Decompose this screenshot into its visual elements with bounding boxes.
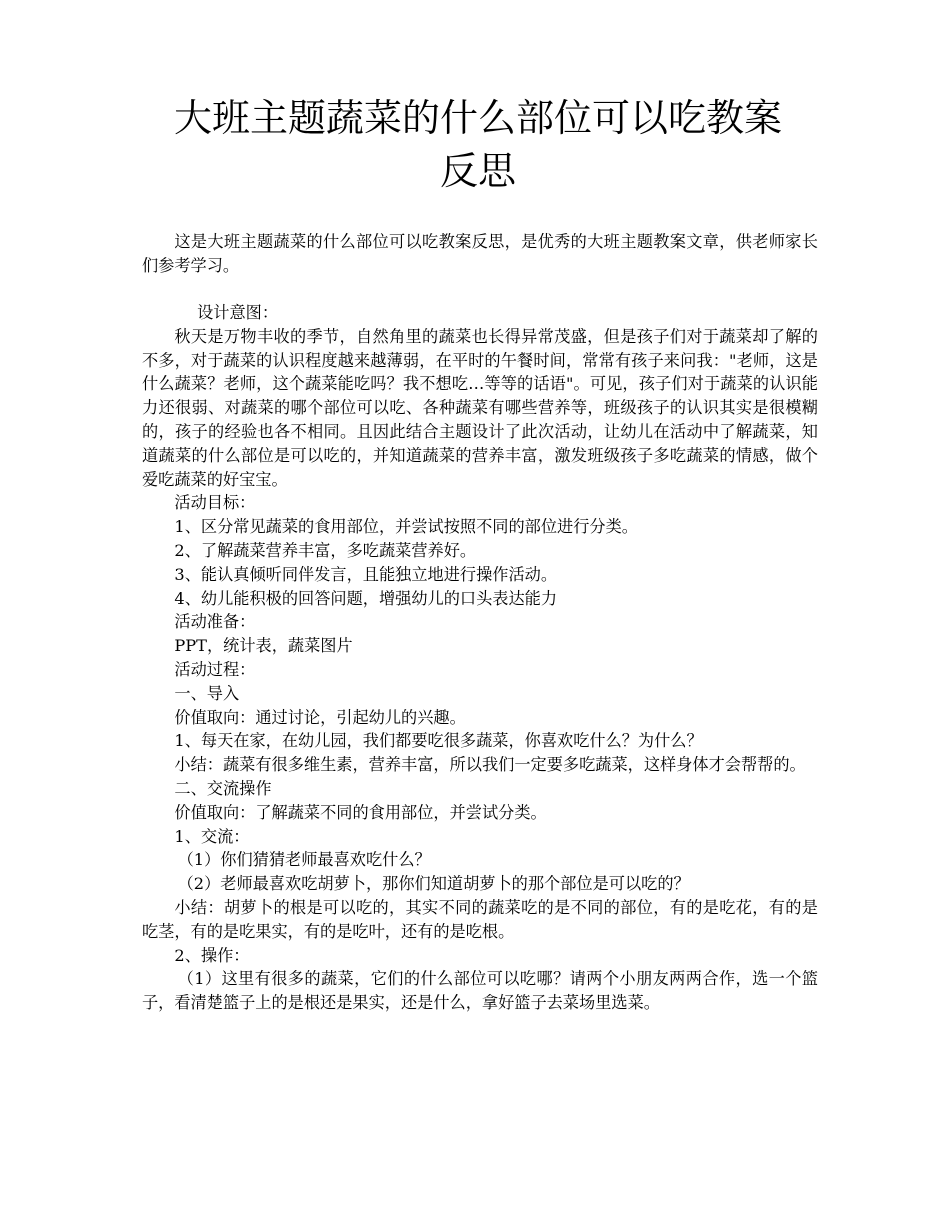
goal-item-4: 4、幼儿能积极的回答问题，增强幼儿的口头表达能力 [174, 588, 558, 608]
step1-value: 价值取向：通过讨论，引起幼儿的兴趣。 [174, 707, 466, 727]
process-heading: 活动过程： [174, 660, 256, 680]
step2-operation-1: （1）这里有很多的蔬菜，它们的什么部位可以吃哪？请两个小朋友两两合作，选一个篮子，看清楚篮子上的是根还是果实，还是什么，拿好篮子去菜场里选菜。 [142, 969, 818, 1013]
document-title [140, 92, 816, 198]
step2-sub2: 2、操作： [174, 945, 250, 965]
prep-paragraph: PPT，统计表，蔬菜图片 [174, 636, 353, 656]
title-line-2: 反思 [439, 149, 516, 193]
step2-value: 价值取向：了解蔬菜不同的食用部位，并尝试分类。 [174, 802, 547, 822]
intro-paragraph: 这是大班主题蔬菜的什么部位可以吃教案反思，是优秀的大班主题教案文章，供老师家长们参考学习。 [142, 232, 818, 275]
step2-sub1: 1、交流： [174, 826, 250, 846]
step2-question-1: （1）你们猜猜老师最喜欢吃什么？ [177, 850, 431, 870]
step2-question-2: （2）老师最喜欢吃胡萝卜，那你们知道胡萝卜的那个部位是可以吃的？ [177, 874, 690, 894]
design-paragraph: 秋天是万物丰收的季节，自然角里的蔬菜也长得异常茂盛，但是孩子们对于蔬菜却了解的不多，对于蔬菜的认识程度越来越薄弱，在平时的午餐时间，常常有孩子来问我："老师，这是什么蔬菜？老师，这个蔬菜能吃吗？我不想吃…等等的话语"。可见，孩子们对于蔬菜的认识能力还很弱、对蔬菜的哪个部位可以吃、各种蔬菜有哪些营养等，班级孩子的认识其实是很模糊的，孩子的经验也各不相同。且因此结合主题设计了此次活动，让幼儿在活动中了解蔬菜，知道蔬菜的什么部位是可以吃的，并知道蔬菜的营养丰富，激发班级孩子多吃蔬菜的情感，做个爱吃蔬菜的好宝宝。 [142, 326, 818, 489]
step1-summary: 小结：蔬菜有很多维生素，营养丰富，所以我们一定要多吃蔬菜，这样身体才会帮帮的。 [174, 755, 806, 775]
document-body [142, 230, 818, 1015]
goal-item-2: 2、了解蔬菜营养丰富，多吃蔬菜营养好。 [174, 541, 477, 561]
step2-heading: 二、交流操作 [174, 779, 272, 799]
goals-heading: 活动目标： [174, 493, 256, 513]
prep-heading: 活动准备： [174, 612, 256, 632]
goal-item-3: 3、能认真倾听同伴发言，且能独立地进行操作活动。 [174, 564, 558, 584]
step2-summary: 小结：胡萝卜的根是可以吃的，其实不同的蔬菜吃的是不同的部位，有的是吃花，有的是吃茎，有的是吃果实，有的是吃叶，还有的是吃根。 [142, 898, 818, 941]
title-line-1: 大班主题蔬菜的什么部位可以吃教案 [173, 96, 782, 140]
step1-question: 1、每天在家，在幼儿园，我们都要吃很多蔬菜，你喜欢吃什么？为什么？ [174, 731, 703, 751]
design-heading: 设计意图： [197, 303, 279, 323]
goal-item-1: 1、区分常见蔬菜的食用部位，并尝试按照不同的部位进行分类。 [174, 517, 638, 537]
step1-heading: 一、导入 [174, 683, 240, 703]
